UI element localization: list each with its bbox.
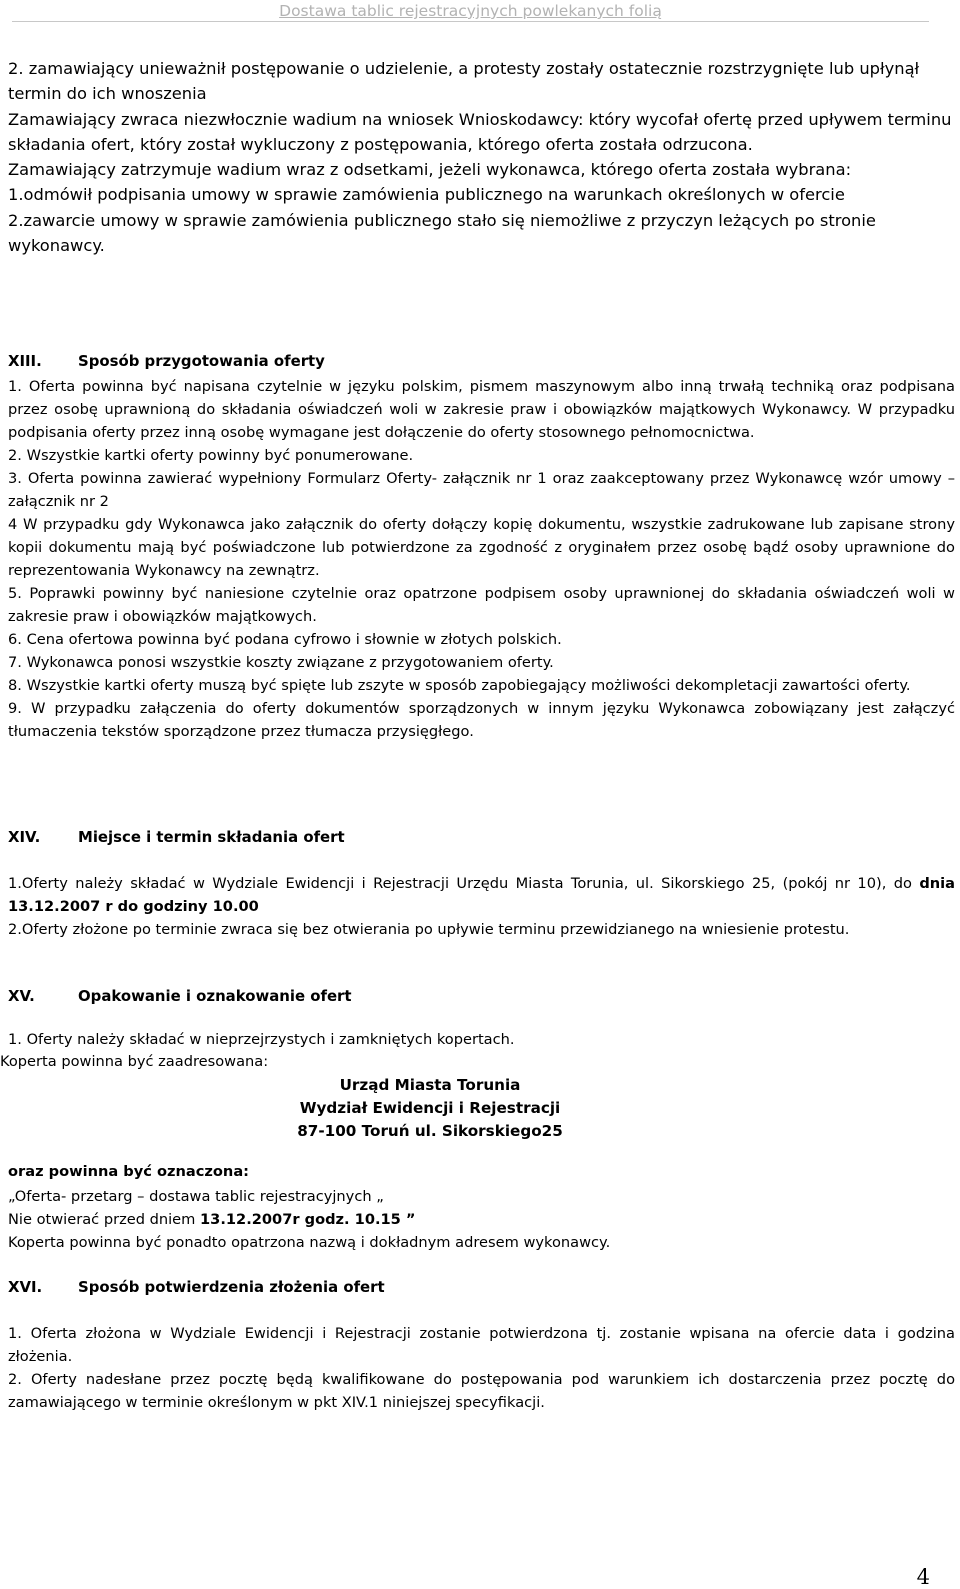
- section-number: XV.: [8, 987, 35, 1005]
- section-heading-xiii: [8, 352, 325, 370]
- paragraph: Zamawiający zatrzymuje wadium wraz z odsetkami, jeżeli wykonawca, którego oferta została wybrana:: [8, 160, 852, 180]
- address-intro: Koperta powinna być zaadresowana:: [0, 1053, 269, 1070]
- paragraph: Zamawiający zwraca niezwłocznie wadium na wniosek Wnioskodawcy: który wycofał ofertę przed upływem terminu składania ofert, który został wykluczony z postępowania, którego oferta została odrzucona.: [8, 109, 952, 154]
- item-text: 1.Oferty należy składać w Wydziale Ewidencji i Rejestracji Urzędu Miasta Torunia, ul. Sikorskiego 25, (pokój nr 10), do: [8, 875, 920, 892]
- address-line: Urząd Miasta Torunia: [339, 1076, 521, 1094]
- section-xiii-body: [8, 375, 955, 743]
- paragraph: 2. zamawiający unieważnił postępowanie o udzielenie, a protesty zostały ostatecznie rozstrzygnięte lub upłynął termin do ich wnoszenia: [8, 59, 920, 104]
- deadline-date: dnia 13.12.2007 r do godziny 10.00: [8, 875, 955, 915]
- list-item: 8. Wszystkie kartki oferty muszą być spięte lub zszyte w sposób zapobiegający możliwości dekompletacji zawartości oferty.: [8, 677, 911, 694]
- section-number: XIV.: [8, 828, 41, 846]
- wadium-section: [8, 56, 955, 258]
- marking-intro: oraz powinna być oznaczona:: [8, 1163, 250, 1180]
- header-divider: [12, 21, 929, 22]
- list-item: 1. Oferty należy składać w nieprzejrzystych i zamkniętych kopertach.: [8, 1031, 515, 1048]
- paragraph: 1.odmówił podpisania umowy w sprawie zamówienia publicznego na warunkach określonych w ofercie: [8, 185, 845, 205]
- section-heading-xv: [8, 987, 352, 1005]
- marking-line: „Oferta- przetarg – dostawa tablic rejestracyjnych „: [8, 1188, 384, 1205]
- section-number: XVI.: [8, 1278, 43, 1296]
- address-line: Wydział Ewidencji i Rejestracji: [299, 1099, 561, 1117]
- list-item: 2.Oferty złożone po terminie zwraca się bez otwierania po upływie terminu przewidzianego na wniesienie protestu.: [8, 921, 850, 938]
- address-line: 87-100 Toruń ul. Sikorskiego25: [297, 1122, 563, 1140]
- section-xiv-body: [8, 872, 955, 941]
- marking-date: 13.12.2007r godz. 10.15 ”: [200, 1211, 416, 1228]
- page-number: 4: [916, 1565, 930, 1589]
- list-item: [8, 872, 955, 918]
- marking-line: [8, 1211, 416, 1228]
- marking-prefix: Nie otwierać przed dniem: [8, 1211, 201, 1228]
- list-item: 5. Poprawki powinny być naniesione czytelnie oraz opatrzone podpisem osoby uprawnionej do składania oświadczeń woli w zakresie praw i obowiązków majątkowych.: [8, 585, 955, 625]
- list-item: 3. Oferta powinna zawierać wypełniony Formularz Oferty- załącznik nr 1 oraz zaakceptowany przez Wykonawcę wzór umowy – załącznik nr 2: [8, 470, 955, 510]
- section-title: Sposób potwierdzenia złożenia ofert: [78, 1278, 385, 1296]
- paragraph: 2.zawarcie umowy w sprawie zamówienia publicznego stało się niemożliwe z przyczyn leżących po stronie wykonawcy.: [8, 210, 876, 256]
- section-xvi-body: [8, 1322, 955, 1414]
- list-item: 9. W przypadku załączenia do oferty dokumentów sporządzonych w innym języku Wykonawca zobowiązany jest załączyć tłumaczenia tekstów sporządzone przez tłumacza przysięgłego.: [8, 700, 955, 740]
- list-item: 1. Oferta powinna być napisana czytelnie w języku polskim, pismem maszynowym albo inną trwałą techniką oraz podpisana przez osobę uprawnioną do składania oświadczeń woli w zakresie praw i obowiązków majątkowych Wykonawcy. W przypadku podpisania oferty przez inną osobę wymagane jest dołączenie do oferty stosownego pełnomocnictwa.: [8, 378, 955, 441]
- list-item: 6. Cena ofertowa powinna być podana cyfrowo i słownie w złotych polskich.: [8, 631, 562, 648]
- list-item: 2. Wszystkie kartki oferty powinny być ponumerowane.: [8, 447, 414, 464]
- section-title: Sposób przygotowania oferty: [78, 352, 325, 370]
- closing-line: Koperta powinna być ponadto opatrzona nazwą i dokładnym adresem wykonawcy.: [8, 1234, 611, 1251]
- page-header-title: Dostawa tablic rejestracyjnych powlekanych folią: [279, 2, 662, 20]
- section-heading-xiv: [8, 828, 345, 846]
- section-heading-xvi: [8, 1278, 385, 1296]
- list-item: 4 W przypadku gdy Wykonawca jako załącznik do oferty dołączy kopię dokumentu, wszystkie zadrukowane lub zapisane strony kopii dokumentu mają być poświadczone lub potwierdzone za zgodność z oryginałem przez osobę bądź osoby uprawnione do reprezentowania Wykonawcy na zewnątrz.: [8, 516, 955, 579]
- list-item: 2. Oferty nadesłane przez pocztę będą kwalifikowane do postępowania pod warunkiem ich dostarczenia przez pocztę do zamawiającego w terminie określonym w pkt XIV.1 niniejszej specyfikacji.: [8, 1371, 955, 1411]
- list-item: 1. Oferta złożona w Wydziale Ewidencji i Rejestracji zostanie potwierdzona tj. zostanie wpisana na ofercie data i godzina złożenia.: [8, 1325, 955, 1365]
- section-number: XIII.: [8, 352, 42, 370]
- section-title: Miejsce i termin składania ofert: [78, 828, 345, 846]
- list-item: 7. Wykonawca ponosi wszystkie koszty związane z przygotowaniem oferty.: [8, 654, 554, 671]
- section-title: Opakowanie i oznakowanie ofert: [78, 987, 352, 1005]
